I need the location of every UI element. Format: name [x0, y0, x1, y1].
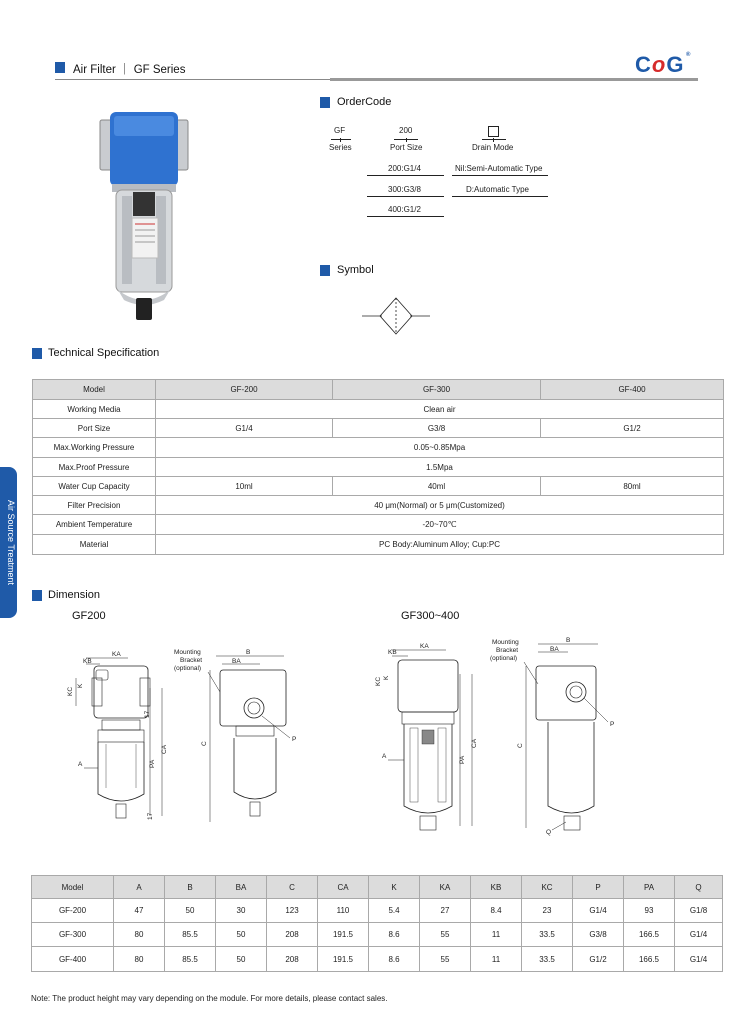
drain-line: [482, 139, 506, 140]
spec-row-label: Filter Precision: [33, 496, 156, 515]
spec-cell: Clean air: [156, 400, 724, 419]
dim-cell: 5.4: [369, 899, 420, 923]
product-image: [98, 110, 190, 322]
dim-17-top: 17: [144, 710, 151, 718]
dim-cell: 33.5: [522, 923, 573, 947]
dim-bracket-1: Mounting: [174, 649, 201, 656]
dim-cell: 80: [114, 947, 165, 972]
page-title: Air Filter ｜ GF Series: [73, 64, 186, 76]
side-tab-label: Air Source Treatment: [6, 499, 16, 586]
dim-cell: 166.5: [624, 947, 675, 972]
gf300-label: GF300~400: [401, 610, 460, 622]
dim-cell: G3/8: [573, 923, 624, 947]
dim-ka-2: KA: [420, 643, 429, 650]
dim-cell: 47: [114, 899, 165, 923]
header-rule-thick: [330, 78, 698, 81]
port-label: Port Size: [390, 143, 423, 152]
dim-cell: 85.5: [165, 947, 216, 972]
table-row: [32, 899, 723, 923]
dim-cell: 8.6: [369, 923, 420, 947]
table-row: [32, 923, 723, 947]
spec-cell: -20~70℃: [156, 515, 724, 535]
dim-cell: 208: [267, 947, 318, 972]
dim-kb: KB: [83, 658, 92, 665]
dim-header: CA: [318, 876, 369, 899]
dim-p-2: P: [610, 721, 615, 728]
port-option-3-line: [367, 216, 444, 217]
spec-cell: 1.5Mpa: [156, 458, 724, 477]
techspec-square-icon: [32, 348, 42, 359]
spec-header: GF-300: [333, 380, 541, 400]
dim-cell: 93: [624, 899, 675, 923]
symbol-title: Symbol: [337, 264, 374, 276]
dim-bracket-3: (optional): [174, 665, 202, 672]
dim-kc: KC: [67, 686, 74, 696]
dim-header: Q: [675, 876, 723, 899]
dim-cell: 50: [216, 923, 267, 947]
dim-17: 17: [147, 812, 154, 820]
dim-q: Q: [546, 829, 552, 836]
drain-box-icon: [488, 126, 499, 137]
spec-row-label: Working Media: [33, 400, 156, 419]
dim-pa: PA: [149, 759, 156, 768]
spec-header: GF-200: [156, 380, 333, 400]
dim-cell: GF-200: [32, 899, 114, 923]
spec-cell: 80ml: [541, 477, 724, 496]
spec-row-label: Max.Proof Pressure: [33, 458, 156, 477]
dim-cell: 11: [471, 947, 522, 972]
dim-cell: G1/8: [675, 899, 723, 923]
dim-cell: 27: [420, 899, 471, 923]
dim-cell: 33.5: [522, 947, 573, 972]
dim-cell: G1/4: [675, 923, 723, 947]
dim-k: K: [77, 683, 84, 688]
spec-header: Model: [33, 380, 156, 400]
dim-cell: 50: [165, 899, 216, 923]
dim-cell: 208: [267, 923, 318, 947]
spec-cell: G1/2: [541, 419, 724, 438]
dim-bracket-3b: (optional): [490, 655, 518, 662]
spec-row-label: Material: [33, 535, 156, 555]
dim-cell: 23: [522, 899, 573, 923]
symbol-square-icon: [320, 265, 330, 276]
spec-row-label: Port Size: [33, 419, 156, 438]
gf300-side-drawing: [488, 636, 628, 836]
gf200-front-drawing: [66, 648, 176, 830]
drain-option-1-line: [452, 175, 548, 176]
dim-cell: 30: [216, 899, 267, 923]
port-option-1: 200:G1/4: [388, 164, 421, 173]
dim-cell: 85.5: [165, 923, 216, 947]
dim-cell: G1/4: [573, 899, 624, 923]
dim-cell: 191.5: [318, 947, 369, 972]
spec-row-label: Water Cup Capacity: [33, 477, 156, 496]
dim-cell: 50: [216, 947, 267, 972]
dim-c: C: [201, 741, 208, 746]
dim-cell: 166.5: [624, 923, 675, 947]
dim-header: P: [573, 876, 624, 899]
series-code: GF: [334, 126, 346, 135]
dim-b-2: B: [566, 637, 571, 644]
port-option-1-line: [367, 175, 444, 176]
dim-p: P: [292, 736, 297, 743]
ordercode-square-icon: [320, 97, 330, 108]
table-row: [32, 947, 723, 972]
drain-option-2-line: [452, 196, 548, 197]
dim-header: KA: [420, 876, 471, 899]
dim-header: K: [369, 876, 420, 899]
dim-a-2: A: [382, 753, 387, 760]
spec-cell: G1/4: [156, 419, 333, 438]
gf200-side-drawing: [170, 646, 310, 832]
port-code: 200: [399, 126, 413, 135]
spec-cell: 40 μm(Normal) or 5 μm(Customized): [156, 496, 724, 515]
dim-kb-2: KB: [388, 649, 397, 656]
filter-symbol-icon: [360, 296, 432, 338]
port-option-3: 400:G1/2: [388, 205, 421, 214]
dim-kc-2: KC: [375, 676, 382, 686]
dim-pa-2: PA: [459, 755, 466, 764]
drain-option-2: D:Automatic Type: [466, 185, 529, 194]
series-label: Series: [329, 143, 352, 152]
spec-row-label: Ambient Temperature: [33, 515, 156, 535]
dim-header: A: [114, 876, 165, 899]
spec-cell: G3/8: [333, 419, 541, 438]
spec-header: GF-400: [541, 380, 724, 400]
brand-logo: CoG ®: [635, 52, 692, 77]
drain-label: Drain Mode: [472, 143, 514, 152]
side-tab-air-source-treatment[interactable]: [0, 467, 17, 618]
dim-header: KB: [471, 876, 522, 899]
drain-option-1: Nil:Semi-Automatic Type: [455, 164, 543, 173]
dim-k-2: K: [383, 675, 390, 680]
dim-b: B: [246, 649, 251, 656]
dimension-title: Dimension: [48, 589, 100, 601]
header-square-icon: [55, 62, 65, 73]
dimension-table: [31, 875, 723, 972]
dim-a: A: [78, 761, 83, 768]
spec-cell: 40ml: [333, 477, 541, 496]
dim-cell: 55: [420, 923, 471, 947]
dim-cell: 11: [471, 923, 522, 947]
dim-cell: 55: [420, 947, 471, 972]
port-option-2-line: [367, 196, 444, 197]
gf300-front-drawing: [374, 640, 484, 836]
dim-c-2: C: [517, 743, 524, 748]
tech-spec-table: [32, 379, 724, 555]
ordercode-title: OrderCode: [337, 96, 392, 108]
dim-ka: KA: [112, 651, 121, 658]
techspec-title: Technical Specification: [48, 347, 160, 359]
spec-row-label: Max.Working Pressure: [33, 438, 156, 458]
gf200-label: GF200: [72, 610, 106, 622]
dim-cell: 191.5: [318, 923, 369, 947]
dim-cell: G1/4: [675, 947, 723, 972]
dim-ba: BA: [232, 658, 241, 665]
dimension-square-icon: [32, 590, 42, 601]
footer-note: Note: The product height may vary depending on the module. For more details, please contact sales.: [31, 994, 388, 1003]
port-option-2: 300:G3/8: [388, 185, 421, 194]
dim-bracket-1b: Mounting: [492, 639, 519, 646]
port-line: [394, 139, 418, 140]
dim-cell: 110: [318, 899, 369, 923]
dim-ba-2: BA: [550, 646, 559, 653]
dim-cell: GF-400: [32, 947, 114, 972]
dim-cell: 8.6: [369, 947, 420, 972]
dim-cell: GF-300: [32, 923, 114, 947]
dim-header: BA: [216, 876, 267, 899]
dim-cell: 8.4: [471, 899, 522, 923]
dim-cell: 80: [114, 923, 165, 947]
dim-header: KC: [522, 876, 573, 899]
dim-cell: 123: [267, 899, 318, 923]
spec-cell: PC Body:Aluminum Alloy; Cup:PC: [156, 535, 724, 555]
spec-cell: 0.05~0.85Mpa: [156, 438, 724, 458]
series-line: [331, 139, 351, 140]
dim-header: B: [165, 876, 216, 899]
dim-header: Model: [32, 876, 114, 899]
dim-cell: G1/2: [573, 947, 624, 972]
dim-ca-2: CA: [471, 738, 478, 748]
dim-bracket-2: Bracket: [180, 657, 203, 664]
dim-header: C: [267, 876, 318, 899]
dim-ca: CA: [161, 744, 168, 754]
spec-cell: 10ml: [156, 477, 333, 496]
dim-header: PA: [624, 876, 675, 899]
dim-bracket-2b: Bracket: [496, 647, 519, 654]
